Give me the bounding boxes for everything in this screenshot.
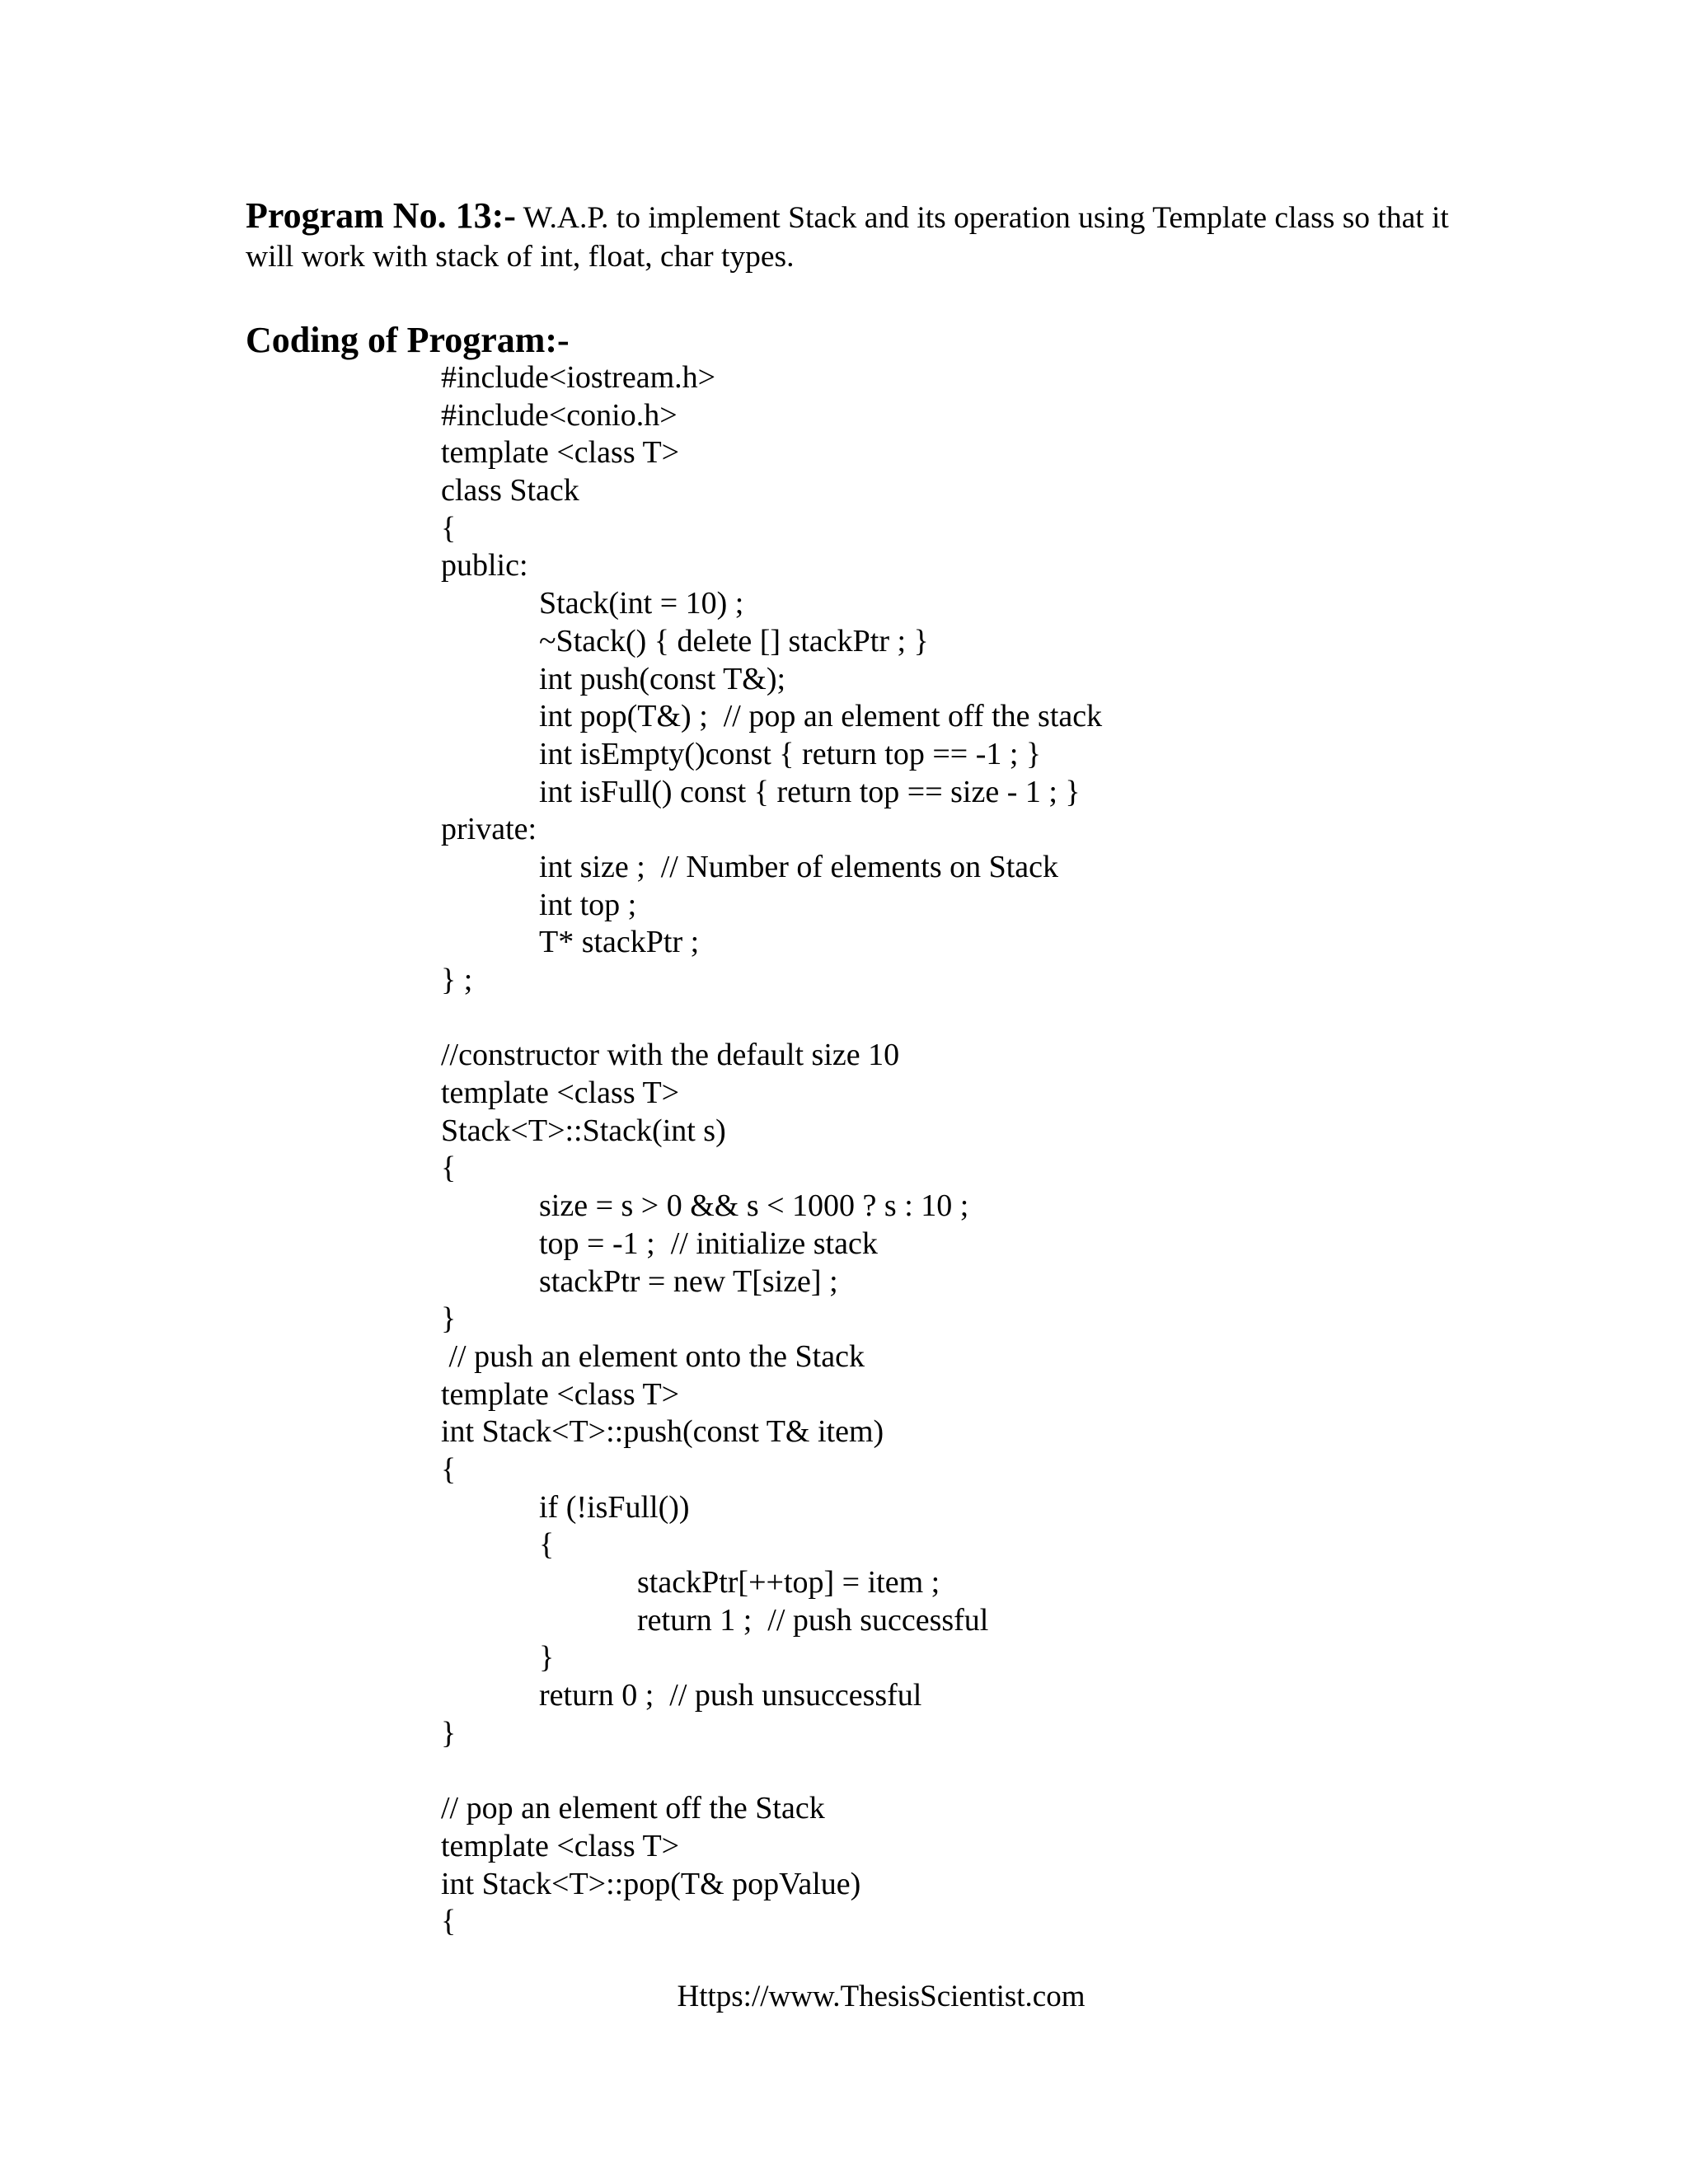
code-line	[441, 1000, 1102, 1038]
code-line: {	[441, 1904, 457, 1939]
code-line: {	[441, 1151, 457, 1186]
code-line: ~Stack() { delete [] stackPtr ; }	[539, 623, 929, 658]
code-line: }	[441, 1715, 457, 1750]
code-line: }	[539, 1640, 555, 1675]
code-line: Stack(int = 10) ;	[539, 586, 744, 621]
code-line: private:	[441, 812, 537, 847]
code-line: if (!isFull())	[539, 1489, 690, 1525]
code-line: int Stack<T>::pop(T& popValue)	[441, 1866, 861, 1901]
code-line: Stack<T>::Stack(int s)	[441, 1113, 726, 1148]
code-line: T* stackPtr ;	[539, 925, 700, 960]
program-description: W.A.P. to implement Stack and its operation using Template class so that it will work with stack of int, float, char types.	[246, 201, 1449, 274]
code-line: stackPtr = new T[size] ;	[539, 1263, 838, 1299]
code-line: int pop(T&) ; // pop an element off the stack	[539, 699, 1103, 734]
code-line: // push an element onto the Stack	[441, 1338, 865, 1374]
code-line: return 0 ; // push unsuccessful	[539, 1678, 922, 1713]
code-line: int Stack<T>::push(const T& item)	[441, 1414, 884, 1450]
code-line: int size ; // Number of elements on Stack	[539, 849, 1059, 884]
code-line: }	[441, 1301, 457, 1337]
code-line: {	[539, 1527, 555, 1563]
code-line: return 1 ; // push successful	[637, 1602, 989, 1638]
code-line: } ;	[441, 963, 473, 997]
program-number-label: Program No. 13:-	[246, 195, 516, 236]
code-line: template <class T>	[441, 435, 680, 471]
code-line: template <class T>	[441, 1828, 680, 1863]
code-line: #include<conio.h>	[441, 397, 678, 433]
code-line: template <class T>	[441, 1376, 680, 1412]
code-line: int top ;	[539, 887, 637, 922]
code-line: size = s > 0 && s < 1000 ? s : 10 ;	[539, 1188, 969, 1224]
code-line: class Stack	[441, 473, 579, 509]
code-line: public:	[441, 548, 528, 583]
code-line: int push(const T&);	[539, 661, 786, 696]
code-line: #include<iostream.h>	[441, 360, 716, 395]
code-line: {	[441, 510, 457, 546]
code-line: int isFull() const { return top == size - 1 ; }	[539, 774, 1081, 809]
code-line: stackPtr[++top] = item ;	[637, 1565, 940, 1600]
code-line: int isEmpty()const { return top == -1 ; }	[539, 736, 1042, 771]
code-listing	[441, 359, 1102, 1941]
footer-url: Https://www.ThesisScientist.com	[677, 1980, 1085, 2013]
coding-section-title: Coding of Program:-	[246, 320, 570, 360]
code-line: {	[441, 1451, 457, 1487]
code-line: top = -1 ; // initialize stack	[539, 1226, 878, 1261]
code-line: template <class T>	[441, 1076, 680, 1111]
code-line: //constructor with the default size 10	[441, 1038, 900, 1073]
program-heading	[246, 196, 1449, 276]
code-line: // pop an element off the Stack	[441, 1791, 825, 1826]
code-line	[441, 1752, 1102, 1790]
